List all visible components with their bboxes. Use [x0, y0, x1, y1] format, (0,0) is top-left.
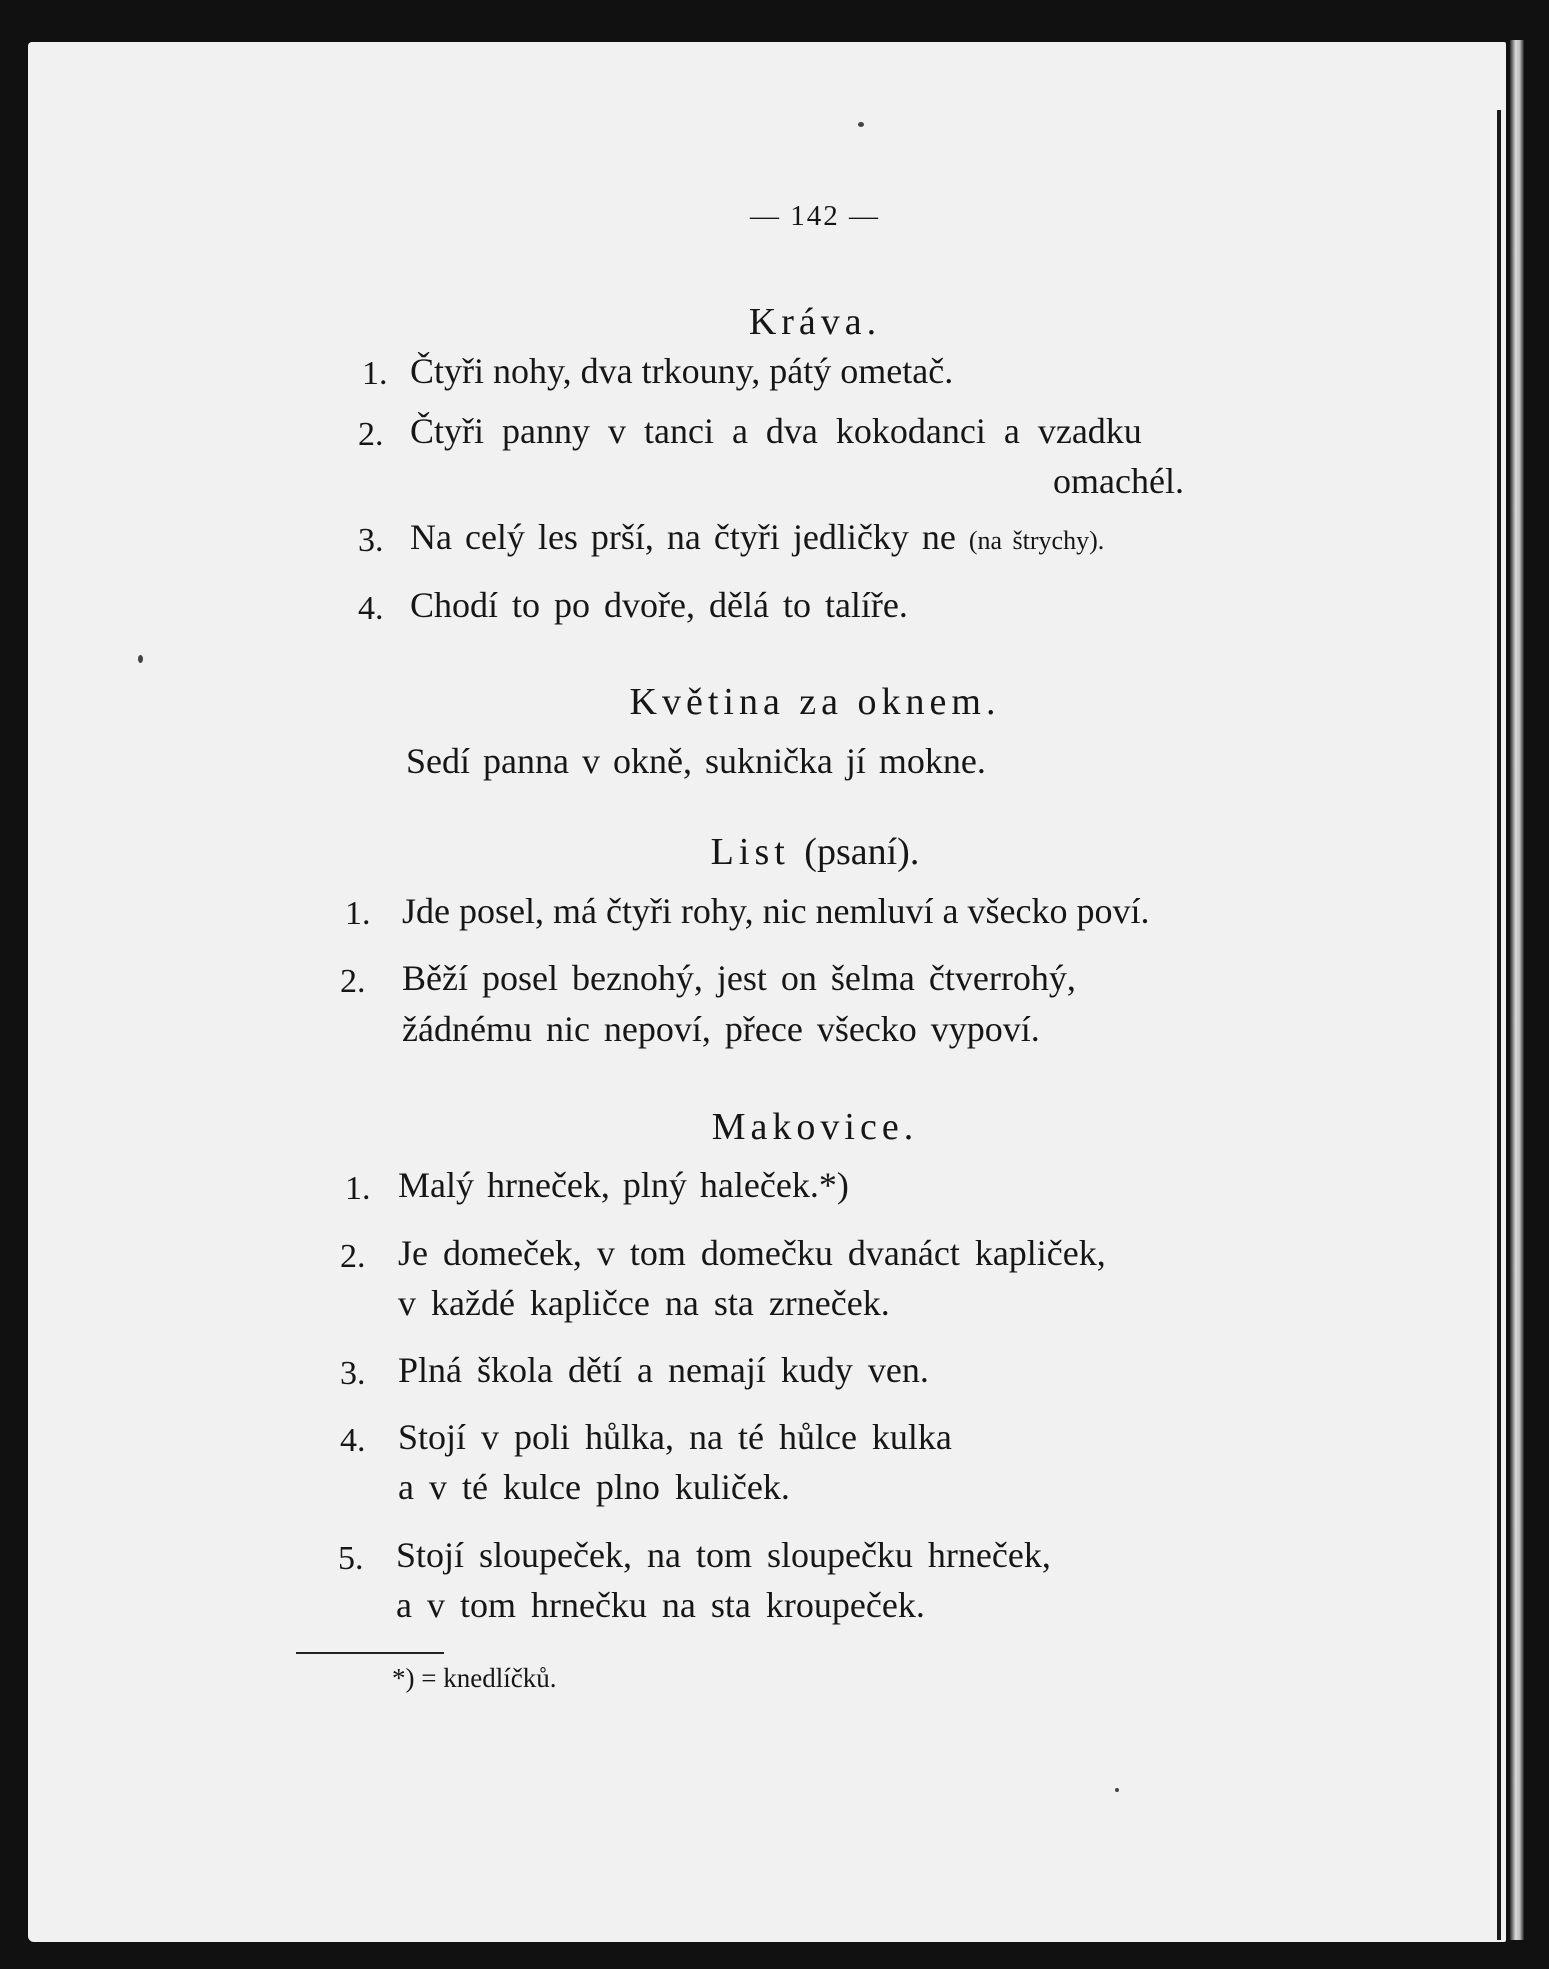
heading-makovice: Makovice. — [711, 1106, 919, 1148]
binding-shadow — [1497, 110, 1501, 1940]
riddle-line: a v tom hrnečku na sta kroupeček. — [396, 1585, 925, 1625]
riddle-text: Na celý les prší, na čtyři jedličky ne — [410, 517, 956, 557]
item-number: 4. — [340, 1422, 366, 1459]
item-number: 4. — [358, 590, 384, 627]
riddle-line: Běží posel beznohý, jest on šelma čtverrohý, — [402, 958, 1076, 998]
heading-list-title: List — [710, 831, 790, 873]
item-number: 1. — [345, 1170, 371, 1207]
item-number: 2. — [340, 1238, 366, 1275]
riddle-line: Čtyři nohy, dva trkouny, pátý ometač. — [410, 351, 954, 391]
riddle-line — [410, 516, 1104, 558]
heading-kvetina: Květina za oknem. — [629, 681, 1001, 723]
riddle-line: Chodí to po dvoře, dělá to talíře. — [410, 585, 908, 625]
scan-speck — [858, 122, 864, 127]
riddle-line: Stojí sloupeček, na tom sloupečku hrneček, — [396, 1535, 1051, 1575]
page-number: — 142 — — [750, 200, 880, 232]
riddle-line: Malý hrneček, plný haleček.*) — [398, 1165, 849, 1205]
riddle-line: Stojí v poli hůlka, na té hůlce kulka — [398, 1417, 952, 1457]
item-number: 3. — [340, 1355, 366, 1392]
footnote-rule — [296, 1652, 444, 1654]
riddle-note: (na štrychy). — [968, 526, 1105, 555]
riddle-line: v každé kapličce na sta zrneček. — [398, 1283, 890, 1323]
riddle-line: Plná škola dětí a nemají kudy ven. — [398, 1350, 929, 1390]
riddle-line: Je domeček, v tom domečku dvanáct kapliček, — [398, 1233, 1106, 1273]
riddle-line: Sedí panna v okně, suknička jí mokne. — [406, 741, 986, 781]
scan-speck — [138, 655, 143, 663]
heading-list — [0, 830, 1549, 874]
heading-krava: Kráva. — [748, 301, 882, 343]
item-number: 2. — [340, 963, 366, 1000]
heading-list-suffix: (psaní). — [804, 831, 920, 873]
item-number: 5. — [338, 1540, 364, 1577]
riddle-line: Jde posel, má čtyři rohy, nic nemluví a všecko poví. — [402, 891, 1150, 931]
riddle-line: a v té kulce plno kuliček. — [398, 1467, 790, 1507]
riddle-line: omachél. — [1053, 461, 1184, 501]
riddle-line: Čtyři panny v tanci a dva kokodanci a vzadku — [410, 411, 1142, 451]
footnote: *) = knedlíčků. — [392, 1663, 557, 1693]
item-number: 3. — [358, 522, 384, 559]
riddle-line: žádnému nic nepoví, přece všecko vypoví. — [402, 1009, 1040, 1049]
scan-speck — [1115, 1788, 1119, 1792]
item-number: 1. — [345, 895, 371, 932]
item-number: 2. — [358, 416, 384, 453]
item-number: 1. — [362, 355, 388, 392]
